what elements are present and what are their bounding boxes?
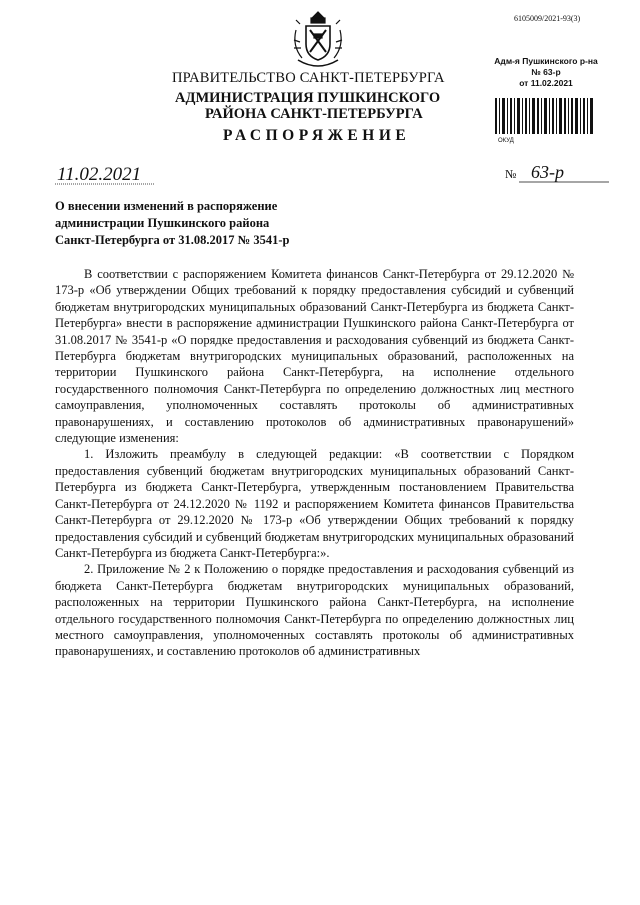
barcode-icon	[495, 98, 595, 134]
handwritten-number-text: 63-р	[531, 162, 564, 182]
subject-line: Санкт-Петербурга от 31.08.2017 № 3541-р	[55, 233, 290, 247]
handwritten-number	[505, 160, 610, 188]
stamp-okud-label: ОКУД	[498, 138, 514, 144]
subject-line: администрации Пушкинского района	[55, 216, 270, 230]
government-name: ПРАВИТЕЛЬСТВО САНКТ-ПЕТЕРБУРГА	[172, 70, 445, 86]
document-type-title: РАСПОРЯЖЕНИЕ	[223, 127, 411, 144]
body-paragraph: 1. Изложить преамбулу в следующей редакции: «В соответствии с Порядком предоставления субвенций бюджетам внутригородских муниципальных образований Санкт-Петербурга из бюджета Санкт-Петербурга, утвержденным постановлением Правительства Санкт-Петербурга от 24.12.2020 № 1192 и распоряжением Комитета финансов Правительства Санкт-Петербурга от 29.12.2020 № 173-р «Об утверждении Общих требований к порядку предоставления субсидий и субвенций бюджетам внутригородских муниципальных образований Санкт-Петербурга из бюджета Санкт-Петербурга:».	[55, 447, 574, 560]
stamp-date: от 11.02.2021	[519, 78, 573, 88]
body-paragraph: 2. Приложение № 2 к Положению о порядке предоставления и расходования субвенций из бюджета Санкт-Петербурга бюджетам внутригородских муниципальных образований, расположенных на территории Пушкинского района Санкт-Петербурга, на исполнение отдельного государственного полномочия Санкт-Петербурга по определению должностных лиц местного самоуправления, уполномоченных составлять протоколы об административных правонарушениях, и составлению протоколов об административных	[55, 562, 574, 659]
administration-name-line2: РАЙОНА САНКТ-ПЕТЕРБУРГА	[205, 106, 423, 122]
handwritten-date-text: 11.02.2021	[57, 164, 142, 185]
administration-name-line1: АДМИНИСТРАЦИЯ ПУШКИНСКОГО	[175, 90, 441, 106]
handwritten-date	[55, 160, 160, 188]
document-body	[55, 266, 574, 660]
stamp-org: Адм-я Пушкинского р-на	[494, 56, 598, 66]
number-prefix: №	[505, 167, 517, 181]
document-code: 6105009/2021-93(3)	[514, 14, 581, 23]
document-subject	[55, 198, 289, 249]
stamp-number: № 63-р	[531, 67, 561, 77]
coat-of-arms-emblem	[288, 10, 348, 72]
subject-line: О внесении изменений в распоряжение	[55, 199, 278, 213]
body-paragraph: В соответствии с распоряжением Комитета финансов Санкт-Петербурга от 29.12.2020 № 173-р «Об утверждении Общих требований к порядку предоставления субсидий и субвенций бюджетам внутригородских муниципальных образований Санкт-Петербурга из бюджета Санкт-Петербурга» внести в распоряжение администрации Пушкинского района Санкт-Петербурга от 31.08.2017 № 3541-р «О порядке предоставления и расходования субвенций из бюджета Санкт-Петербурга бюджетам внутригородских муниципальных образований, расположенных на территории Пушкинского района Санкт-Петербурга, на исполнение отдельного государственного полномочия Санкт-Петербурга по определению должностных лиц местного самоуправления, уполномоченных составлять протоколы об административных правонарушениях, и составлению протоколов об административных правонарушений» следующие изменения:	[55, 267, 574, 446]
